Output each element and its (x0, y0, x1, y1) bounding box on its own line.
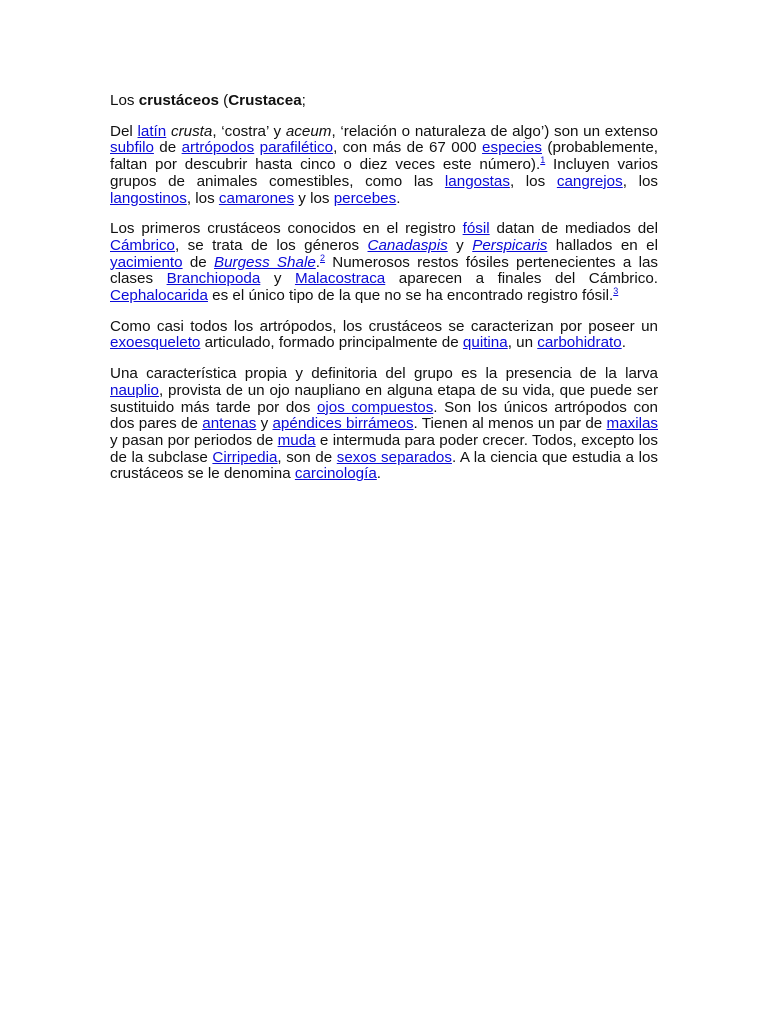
link-cambrico[interactable]: Cámbrico (110, 236, 175, 254)
link-perspicaris[interactable]: Perspicaris (472, 236, 548, 254)
term-crustaceos: crustáceos (138, 92, 219, 109)
link-parafiletico[interactable]: parafilético (259, 139, 334, 157)
paragraph-title (110, 93, 658, 110)
link-langostinos[interactable]: langostinos (110, 189, 187, 207)
text: Los (110, 92, 139, 109)
text: ( (218, 92, 229, 109)
text: ; (301, 92, 306, 109)
paragraph-larva (110, 366, 658, 483)
text: , los (622, 172, 658, 190)
link-carcinologia[interactable]: carcinología (294, 465, 377, 483)
link-canadaspis[interactable]: Canadaspis (367, 236, 448, 254)
link-malacostraca[interactable]: Malacostraca (294, 270, 386, 288)
text: y pasan por periodos de (110, 431, 278, 449)
text: Una característica propia y definitoria del grupo es la presencia de la larva (110, 365, 658, 383)
text: aparecen a finales del Cámbrico. (385, 270, 658, 288)
text: . (396, 189, 401, 207)
link-especies[interactable]: especies (482, 139, 542, 157)
paragraph-etymology (110, 124, 658, 208)
reference-link-3[interactable]: 3 (613, 286, 619, 297)
text: (probablemente, faltan por descubrir hasta cinco o diez veces este número). (110, 139, 658, 174)
link-cangrejos[interactable]: cangrejos (556, 172, 623, 190)
term-crusta: crusta (170, 122, 213, 140)
link-fosil[interactable]: fósil (462, 220, 490, 238)
text: Numerosos restos fósiles pertenecientes a las clases (110, 253, 658, 288)
text: . A la ciencia que estudia a los crustáceos se le denomina (110, 448, 658, 483)
link-nauplio[interactable]: nauplio (110, 381, 159, 399)
paragraph-fossil-record (110, 221, 658, 305)
text: . (315, 253, 320, 271)
reference-link-2[interactable]: 2 (320, 252, 326, 263)
link-sexos-separados[interactable]: sexos separados (336, 448, 452, 466)
term-crustacea: Crustacea (228, 92, 302, 109)
text: . (376, 465, 382, 483)
text: , se trata de los géneros (175, 236, 368, 254)
text: datan de mediados del (489, 220, 658, 238)
text: , un (507, 334, 538, 352)
link-artropodos[interactable]: artrópodos (181, 139, 255, 157)
link-maxilas[interactable]: maxilas (606, 415, 659, 433)
text: , son de (277, 448, 337, 466)
link-cirripedia[interactable]: Cirripedia (212, 448, 278, 466)
text: articulado, formado principalmente de (200, 334, 463, 352)
text: y (256, 415, 273, 433)
text: , los (186, 189, 219, 207)
document-body (110, 93, 658, 497)
paragraph-exoskeleton (110, 319, 658, 352)
text: de (182, 253, 214, 271)
text: Incluyen varios grupos de animales comestibles, como las (110, 156, 658, 190)
text: Los primeros crustáceos conocidos en el registro (110, 220, 463, 238)
link-burgess-shale[interactable]: Burgess Shale (213, 253, 316, 271)
text: . Tienen al menos un par de (413, 415, 607, 433)
text: . Son los únicos artrópodos con dos pares de (110, 398, 658, 433)
text: , los (509, 172, 557, 190)
link-exoesqueleto[interactable]: exoesqueleto (110, 334, 201, 352)
text: , ‘relación o naturaleza de algo’) son un extenso (331, 122, 658, 140)
text: , ‘costra’ y (212, 122, 286, 140)
text: , con más de 67 000 (333, 139, 483, 157)
link-ojos-compuestos[interactable]: ojos compuestos (316, 398, 434, 416)
link-muda[interactable]: muda (277, 431, 316, 449)
text: , provista de un ojo naupliano en alguna etapa de su vida, que puede ser sustituido más tarde por dos (110, 381, 658, 416)
text: Del (110, 122, 138, 140)
term-aceum: aceum (285, 122, 332, 140)
link-camarones[interactable]: camarones (218, 189, 295, 207)
text: y los (294, 189, 334, 207)
link-apendices-birrameos[interactable]: apéndices birrámeos (272, 415, 414, 433)
link-quitina[interactable]: quitina (462, 334, 508, 352)
text: . (621, 334, 626, 352)
link-langostas[interactable]: langostas (444, 172, 510, 190)
text: es el único tipo de la que no se ha encontrado registro fósil. (207, 287, 614, 305)
text: de (153, 139, 182, 157)
link-carbohidrato[interactable]: carbohidrato (537, 334, 622, 352)
reference-link-1[interactable]: 1 (540, 155, 546, 166)
text: hallados en el (547, 236, 658, 254)
text: y (260, 270, 295, 288)
link-percebes[interactable]: percebes (333, 189, 397, 207)
text: y (447, 236, 473, 254)
link-yacimiento[interactable]: yacimiento (110, 253, 183, 271)
text: Como casi todos los artrópodos, los crustáceos se caracterizan por poseer un (110, 317, 658, 335)
link-antenas[interactable]: antenas (202, 415, 257, 433)
link-latin[interactable]: latín (137, 122, 167, 140)
text: e intermuda para poder crecer. Todos, excepto los de la subclase (110, 431, 658, 466)
link-branchiopoda[interactable]: Branchiopoda (166, 270, 261, 288)
link-subfilo[interactable]: subfilo (110, 139, 154, 157)
link-cephalocarida[interactable]: Cephalocarida (110, 287, 208, 305)
